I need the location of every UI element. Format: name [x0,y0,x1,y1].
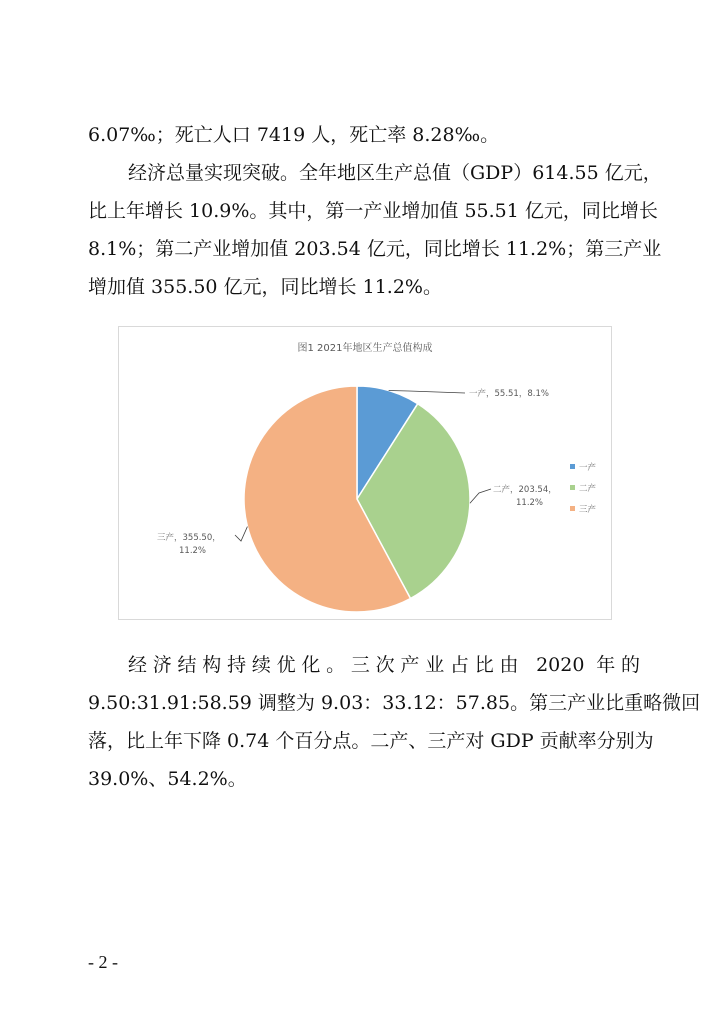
paragraph-gdp-line-3: 8.1%；第二产业增加值 203.54 亿元，同比增长 11.2%；第三产业 [88,238,662,260]
chart-title: 图1 2021年地区生产总值构成 [297,343,433,354]
paragraph-gdp-line-2: 比上年增长 10.9%。其中，第一产业增加值 55.51 亿元，同比增长 [88,200,658,222]
paragraph-gdp-line-1: 经济总量实现突破。全年地区生产总值（GDP）614.55 亿元， [128,162,662,184]
slice-label-secondary [493,484,557,508]
slice-label-tertiary-line-1: 三产，355.50， [157,533,221,543]
slice-label-primary [469,388,549,399]
legend-label-tertiary: 三产 [579,505,597,515]
legend-swatch-secondary [570,485,575,490]
pie-chart-svg [119,327,613,621]
slice-label-tertiary [157,532,221,556]
legend-swatch-tertiary [570,506,575,511]
legend-label-primary: 一产 [579,463,597,473]
body-text-top-line: 6.07‰；死亡人口 7419 人，死亡率 8.28‰。 [88,124,500,146]
slice-label-secondary-line-1: 二产，203.54， [493,485,557,495]
slice-label-primary-text: 一产，55.51，8.1% [469,389,549,399]
leader-line-secondary [470,489,491,503]
pie-slices [244,386,470,612]
paragraph-structure-line-2: 9.50:31.91:58.59 调整为 9.03：33.12：57.85。第三产业比重略微回 [88,692,701,714]
slice-label-secondary-line-2: 11.2% [516,498,544,508]
paragraph-gdp-line-4: 增加值 355.50 亿元，同比增长 11.2%。 [88,276,442,298]
legend-swatch-primary [570,464,575,469]
gdp-composition-chart [118,326,612,620]
paragraph-structure-line-1: 经济结构持续优化。三次产业占比由 2020 年的 [128,654,640,676]
slice-label-tertiary-line-2: 11.2% [179,546,207,556]
paragraph-structure-line-3: 落，比上年下降 0.74 个百分点。二产、三产对 GDP 贡献率分别为 [88,730,654,752]
page-number: - 2 - [88,952,118,972]
legend-label-secondary: 二产 [579,484,597,494]
chart-legend [570,462,597,515]
paragraph-structure-line-4: 39.0%、54.2%。 [88,768,247,790]
leader-line-primary [389,391,465,393]
leader-line-tertiary [235,527,247,541]
